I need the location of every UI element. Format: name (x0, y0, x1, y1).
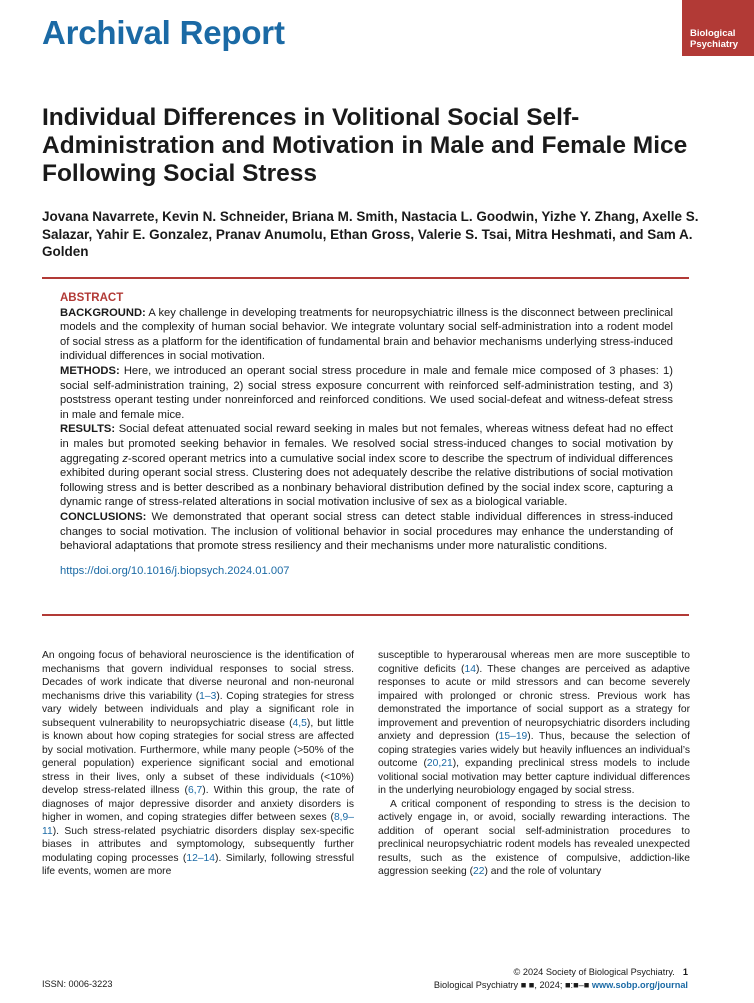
bottom-divider (42, 614, 689, 616)
footer-right (434, 966, 688, 992)
text-run: ). Thus, because the selection of coping strategies varies widely but heavily influences an individual’s outcome ( (378, 731, 690, 769)
abstract-heading: ABSTRACT (60, 292, 124, 304)
abstract-conclusions (60, 510, 673, 554)
text-run: ). These changes are perceived as adaptive responses to acute or mild stressors and can become severely impaired with prolonged or chronic stress. Previous work has demonstrated the importance of social support as a strategy for improvement and prevention of neuropsychiatric disorders including anxiety and depression ( (378, 663, 691, 742)
text-run: ), expanding preclinical stress models to include volitional social motivation may better capture individual differences in the underlying neurobiology engaged by social stress. (378, 758, 690, 796)
text-run: An ongoing focus of behavioral neuroscience is the identification of mechanisms that govern individual responses to social stress. Decades of work indicate that diverse neuronal and non-neuronal mechanisms drive this variability ( (42, 650, 354, 702)
article-title: Individual Differences in Volitional Social Self-Administration and Motivation in Male and Female Mice Following Social Stress (42, 104, 688, 187)
conclusions-text: We demonstrated that operant social stress can detect stable individual differences in stress-induced changes to social motivation. The inclusion of volitional behavior in social procedures may enhance the understanding of behavioral adaptations that promote stress resiliency and their mechanisms under more naturalistic conditions. (60, 510, 673, 553)
citation-link[interactable]: 14 (464, 663, 476, 675)
copyright: © 2024 Society of Biological Psychiatry. (513, 967, 675, 977)
conclusions-label: CONCLUSIONS: (60, 510, 147, 523)
journal-citation: Biological Psychiatry ■ ■, 2024; ■:■–■ (433, 980, 592, 990)
results-italic: z (122, 452, 128, 465)
journal-url-link[interactable]: www.sobp.org/journal (591, 980, 688, 990)
methods-text: Here, we introduced an operant social stress procedure in male and female mice composed of 3 phases: 1) social self-administration training, 2) social stress exposure concurrent with reinforced self-administration testing, and 3) poststress operant testing under nonreinforced and reinforced conditions. We used social-defeat and witness-defeat stress in male and female mice. (60, 364, 673, 421)
issn: ISSN: 0006-3223 (42, 979, 113, 989)
citation-link[interactable]: 12–14 (186, 852, 216, 864)
journal-tab-line1: Biological (690, 28, 736, 39)
citation-link[interactable]: 20,21 (426, 758, 453, 769)
methods-label: METHODS: (60, 364, 120, 377)
body-paragraph (378, 798, 690, 879)
citation-link[interactable]: 6,7 (187, 785, 203, 796)
author-list: Jovana Navarrete, Kevin N. Schneider, Briana M. Smith, Nastacia L. Goodwin, Yizhe Y. Zhang, Axelle S. Salazar, Yahir E. Gonzalez, Pranav Anumolu, Ethan Gross, Valerie S. Tsai, Mitra Heshmati, and Sam A. Golden (42, 209, 699, 259)
doi-link[interactable]: https://doi.org/10.1016/j.biopsych.2024.01.007 (60, 564, 290, 577)
background-text: A key challenge in developing treatments for neuropsychiatric illness is the disconnect between preclinical models and the complexity of human social behavior. We integrate voluntary social self-administration into a rodent model of social stress as a platform for the identification of fundamental brain and behavior mechanisms underlying stress-induced individual differences in social motivation. (60, 306, 673, 363)
citation-link[interactable]: 15–19 (498, 731, 528, 742)
text-run: ), but little is known about how coping strategies for social stress are affected by social motivation. Furthermore, while many people (>50% of the general population) experience significant social and emotional stress in their lives, only a subset of these individuals (<10%) develop stress-related illness ( (42, 717, 354, 796)
citation-link[interactable]: 4,5 (292, 717, 307, 729)
text-run: susceptible to hyperarousal whereas men are more susceptible to cognitive deficits ( (378, 650, 690, 675)
section-label: Archival Report (42, 14, 285, 51)
citation-link[interactable]: 22 (473, 866, 485, 877)
body-paragraph (378, 649, 690, 798)
abstract-results (60, 422, 673, 510)
text-run: ). Similarly, following stressful life events, women are more (42, 852, 354, 877)
results-text-a: Social defeat attenuated social reward seeking in males but not females, whereas witness defeat had no effect in males but promoted seeking behavior in females. We resolved social stress-induced changes to social motivation by aggregating (60, 423, 673, 465)
results-label: RESULTS: (60, 423, 116, 436)
body-column-left (42, 649, 354, 879)
text-run: A critical component of responding to stress is the decision to actively engage in, or avoid, socially rewarding interactions. The addition of operant social self-administration procedures to preclinical neuropsychiatric rodent models has revealed unexpected results, such as the existence of compulsive, addiction-like aggression seeking ( (378, 798, 690, 877)
abstract (60, 291, 673, 578)
citation-link[interactable]: 8,9–11 (42, 812, 354, 837)
text-run: ). Coping strategies for stress vary widely between individuals and play a significant role in subsequent vulnerability to neuropsychiatric disease ( (42, 690, 354, 729)
abstract-background (60, 306, 673, 364)
text-run: ). Within this group, the rate of diagnoses of major depressive disorder and anxiety disorders is higher in women, and coping strategies differ between sexes ( (42, 785, 354, 823)
top-divider (42, 277, 689, 279)
citation-link[interactable]: 1–3 (199, 690, 217, 702)
journal-tab-line2: Psychiatry (690, 39, 739, 50)
body-paragraph (42, 649, 354, 879)
text-run: ) and the role of voluntary (484, 866, 602, 877)
body-column-right (378, 649, 690, 879)
page-number: 1 (682, 967, 688, 977)
journal-tab (682, 0, 754, 56)
background-label: BACKGROUND: (60, 306, 146, 319)
text-run: ). Such stress-related psychiatric disorders display sex-specific biases in attributes and symptomology, subsequently further modulating coping processes ( (42, 825, 354, 864)
results-text-b: -scored operant metrics into a cumulative social index score to describe the spectrum of individual differences exhibited during operant social stress. Clustering does not adequately describe the relative distributions of social motivation following stress and is better described as a nonbinary behavioral distribution defined by the social index score, capturing a dynamic range of stress-related alterations in social motivation inclusive of sex as a biological variable. (60, 452, 673, 509)
abstract-methods (60, 364, 673, 422)
